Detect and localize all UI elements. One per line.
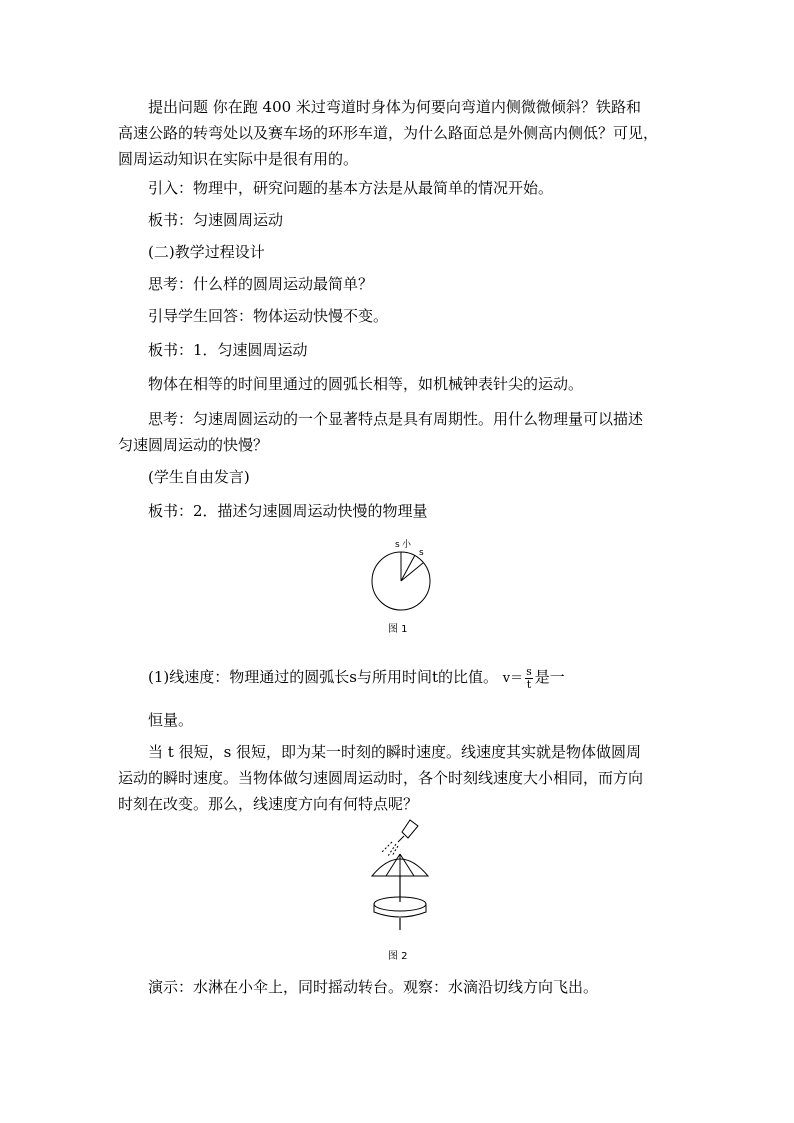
- paragraph-section-heading: (二)教学过程设计: [148, 243, 265, 261]
- paragraph-question-line2: 高速公路的转弯处以及赛车场的环形车道，为什么路面总是外侧高内侧低？可见，: [118, 124, 659, 142]
- formula-fraction: [525, 666, 533, 691]
- paragraph-think-2-line2: 匀速圆周运动的快慢？: [118, 436, 269, 454]
- paragraph-guide-answer: 引导学生回答：物体运动快慢不变。: [148, 307, 389, 325]
- paragraph-board-1: 板书：1．匀速圆周运动: [148, 341, 308, 359]
- paragraph-think-2-line1: 思考：匀速周圆运动的一个显著特点是具有周期性。用什么物理量可以描述: [148, 410, 644, 428]
- figure-2-water-3: [392, 846, 398, 856]
- figure-2-caption: 图 2: [388, 951, 408, 962]
- paragraph-demonstration: 演示：水淋在小伞上，同时摇动转台。观察：水滴沿切线方向飞出。: [148, 978, 599, 996]
- paragraph-instant-line3: 时刻在改变。那么，线速度方向有何特点呢？: [118, 795, 419, 813]
- figure-2-water-2: [388, 844, 396, 856]
- formula-v: v＝: [502, 671, 524, 686]
- figure-1-radius-2: [401, 555, 415, 581]
- paragraph-intro: 引入：物理中，研究问题的基本方法是从最简单的情况开始。: [148, 179, 554, 197]
- paragraph-instant-line2: 运动的瞬时速度。当物体做匀速圆周运动时，各个时刻线速度大小相同，而方向: [118, 769, 644, 787]
- figure-1-label-s1: s: [395, 540, 400, 550]
- paragraph-board-2: 板书：2．描述匀速圆周运动快慢的物理量: [148, 502, 428, 520]
- paragraph-question-line3: 圆周运动知识在实际中是很有用的。: [118, 150, 359, 168]
- figure-1-label-small: 小: [402, 540, 412, 550]
- figure-1-circle-diagram: [365, 535, 440, 620]
- paragraph-definition: 物体在相等的时间里通过的圆弧长相等，如机械钟表针尖的运动。: [148, 375, 584, 393]
- figure-2-water-1: [382, 842, 392, 852]
- formula-numerator: s: [526, 664, 532, 678]
- figure-1-caption: 图 1: [388, 624, 408, 635]
- paragraph-think-1: 思考：什么样的圆周运动最简单？: [148, 275, 374, 293]
- paragraph-board-title: 板书：匀速圆周运动: [148, 211, 284, 229]
- figure-1-label-s2: s: [419, 548, 424, 558]
- figure-2-umbrella-turntable: [362, 818, 442, 946]
- paragraph-question-line1: 提出问题 你在跑 400 米过弯道时身体为何要向弯道内侧微微倾斜？铁路和: [148, 98, 641, 116]
- paragraph-students-speak: (学生自由发言): [148, 468, 250, 486]
- linear-velocity-tail: 是一: [534, 668, 565, 686]
- formula-denominator: t: [526, 677, 532, 691]
- paragraph-instant-line1: 当 t 很短，s 很短，即为某一时刻的瞬时速度。线速度其实就是物体做圆周: [148, 743, 642, 761]
- figure-2-spout: [402, 820, 418, 838]
- paragraph-linear-velocity: [148, 662, 668, 694]
- paragraph-constant: 恒量。: [148, 711, 194, 729]
- linear-velocity-text: (1)线速度：物理通过的圆弧长s与所用时间t的比值。: [148, 668, 498, 686]
- figure-1-radius-3: [401, 563, 423, 581]
